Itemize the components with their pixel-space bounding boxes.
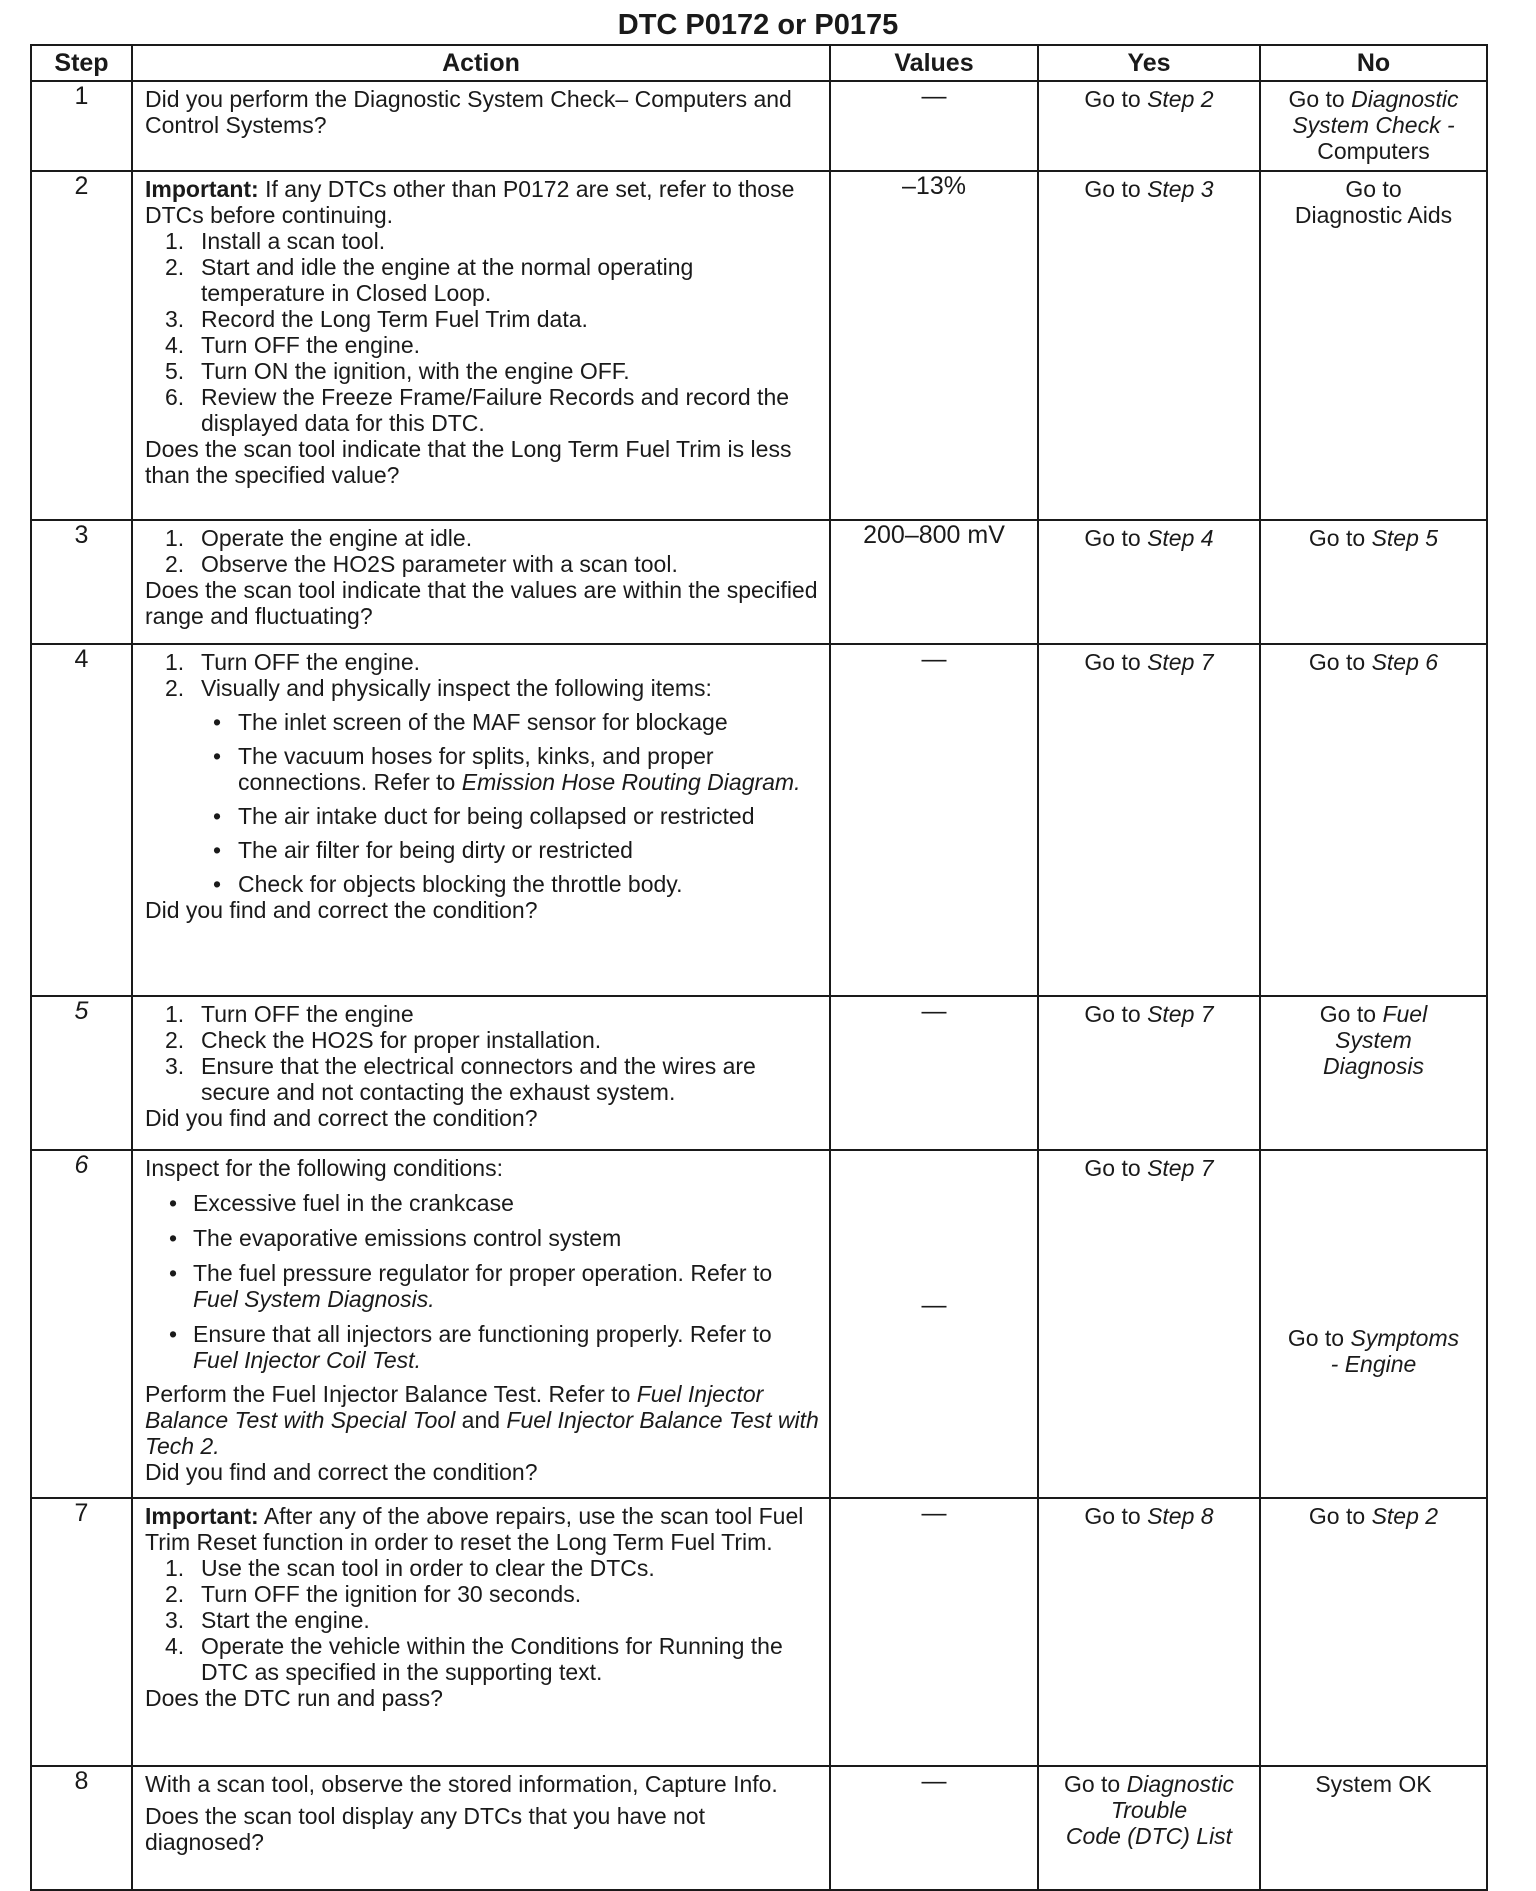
procedure-step: 1. Turn OFF the engine.	[165, 649, 421, 675]
important-label: Important:	[145, 1503, 259, 1529]
dtc-table	[30, 44, 1488, 1891]
question-text: Did you find and correct the condition?	[145, 1105, 538, 1131]
action-cell	[132, 1150, 830, 1498]
important-note: Important: After any of the above repairs, use the scan tool Fuel Trim Reset function in order to reset the Long Term Fuel Trim.	[145, 1503, 804, 1555]
go-to-text: Go to	[1288, 86, 1352, 112]
procedure-step: 2. Observe the HO2S parameter with a scan tool.	[165, 551, 678, 577]
yes-cell: Go to Step 7	[1038, 1150, 1260, 1498]
document-reference: Fuel Injector Balance Test with Tech 2.	[145, 1407, 819, 1459]
inspection-item: • The inlet screen of the MAF sensor for blockage	[145, 709, 821, 735]
procedure-step: 2. Check the HO2S for proper installation.	[165, 1027, 602, 1053]
step-reference: Step 8	[1147, 1503, 1214, 1529]
balance-test-text: Perform the Fuel Injector Balance Test. Refer to Fuel Injector Balance Test with Special Tool and Fuel Injector Balance Test with Tech 2.	[145, 1381, 819, 1459]
no-cell	[1260, 171, 1487, 520]
step-number: 3	[31, 520, 132, 644]
document-reference: Fuel	[1382, 1001, 1428, 1027]
action-cell	[132, 644, 830, 996]
procedure-step: 3. Start the engine.	[165, 1607, 370, 1633]
no-line: Diagnosis	[1323, 1053, 1424, 1079]
step-reference: Step 7	[1147, 649, 1214, 675]
no-cell	[1260, 1150, 1487, 1498]
step-number: 8	[31, 1766, 132, 1890]
step-reference: Step 6	[1371, 649, 1439, 675]
yes-cell: Go to Step 4	[1038, 520, 1260, 644]
no-cell: Go to Step 5	[1260, 520, 1487, 644]
table-row	[31, 1766, 1487, 1890]
no-cell	[1260, 81, 1487, 171]
inspection-item: • Excessive fuel in the crankcase	[145, 1190, 821, 1216]
yes-line	[1045, 1771, 1253, 1797]
procedure-step: 5. Turn ON the ignition, with the engine OFF.	[165, 358, 630, 384]
go-to-text: Go to	[1287, 1325, 1351, 1351]
table-row	[31, 81, 1487, 171]
step-number: 2	[31, 171, 132, 520]
no-line: Computers	[1317, 138, 1430, 164]
yes-cell: Go to Step 3	[1038, 171, 1260, 520]
question-text: Does the scan tool display any DTCs that you have not diagnosed?	[145, 1803, 705, 1855]
table-row	[31, 171, 1487, 520]
no-line: System Check -	[1292, 112, 1455, 138]
question-text: Did you find and correct the condition?	[145, 897, 538, 923]
value-cell: —	[830, 996, 1038, 1150]
action-cell	[132, 1498, 830, 1766]
table-row	[31, 996, 1487, 1150]
value-cell: 200–800 mV	[830, 520, 1038, 644]
procedure-list	[145, 228, 821, 436]
no-line	[1267, 1325, 1480, 1351]
procedure-list	[145, 649, 821, 701]
value-cell: —	[830, 1150, 1038, 1498]
header-step: Step	[31, 45, 132, 81]
procedure-list	[145, 1001, 821, 1105]
value-cell: —	[830, 644, 1038, 996]
document-reference: Fuel System Diagnosis.	[193, 1286, 435, 1312]
step-reference: Step 5	[1371, 525, 1439, 551]
step-reference: Step 3	[1147, 176, 1214, 202]
procedure-step: 2. Start and idle the engine at the normal operating temperature in Closed Loop.	[165, 254, 694, 306]
procedure-step: 1. Turn OFF the engine	[165, 1001, 414, 1027]
inspection-list	[145, 701, 821, 897]
important-note: Important: If any DTCs other than P0172 are set, refer to those DTCs before continuing.	[145, 176, 795, 228]
step-reference: Step 7	[1147, 1155, 1214, 1181]
document-reference: Emission Hose Routing Diagram.	[461, 769, 801, 795]
procedure-step: 6. Review the Freeze Frame/Failure Records and record the displayed data for this DTC.	[165, 384, 790, 436]
action-cell	[132, 81, 830, 171]
step-reference: Step 2	[1147, 86, 1214, 112]
table-row	[31, 1150, 1487, 1498]
no-line: System OK	[1315, 1771, 1432, 1797]
go-to-text: Go to	[1063, 1771, 1127, 1797]
no-cell: Go to Step 2	[1260, 1498, 1487, 1766]
yes-line: Code (DTC) List	[1065, 1823, 1233, 1849]
yes-cell	[1038, 1766, 1260, 1890]
question-text: Did you perform the Diagnostic System Check– Computers and Control Systems?	[145, 86, 792, 138]
step-number: 6	[31, 1150, 132, 1498]
document-reference: Symptoms	[1350, 1325, 1460, 1351]
question-text: Did you find and correct the condition?	[145, 1459, 538, 1485]
go-to-text: Go to	[1084, 86, 1141, 112]
question-text: Does the scan tool indicate that the values are within the specified range and fluctuating?	[145, 577, 818, 629]
procedure-step: 3. Record the Long Term Fuel Trim data.	[165, 306, 588, 332]
question-text: Does the DTC run and pass?	[145, 1685, 443, 1711]
important-label: Important:	[145, 176, 259, 202]
step-reference: Step 4	[1147, 525, 1214, 551]
inspection-item: • Check for objects blocking the throttle body.	[145, 871, 821, 897]
procedure-step: 4. Turn OFF the engine.	[165, 332, 421, 358]
value-cell: —	[830, 1498, 1038, 1766]
no-cell	[1260, 1766, 1487, 1890]
no-line: Go to	[1345, 176, 1402, 202]
procedure-list	[145, 525, 821, 577]
step-reference: Step 2	[1371, 1503, 1439, 1529]
step-number: 1	[31, 81, 132, 171]
procedure-list	[145, 1555, 821, 1685]
table-row	[31, 1498, 1487, 1766]
value-cell: —	[830, 1766, 1038, 1890]
no-line: - Engine	[1330, 1351, 1417, 1377]
inspection-item: • Ensure that all injectors are functioning properly. Refer to Fuel Injector Coil Test.	[145, 1321, 821, 1373]
value-cell: –13%	[830, 171, 1038, 520]
document-reference: Diagnostic	[1126, 1771, 1235, 1797]
inspection-list	[145, 1181, 821, 1373]
procedure-step: 1. Operate the engine at idle.	[165, 525, 473, 551]
yes-cell: Go to Step 7	[1038, 996, 1260, 1150]
header-row	[31, 45, 1487, 81]
action-cell	[132, 1766, 830, 1890]
page-title: DTC P0172 or P0175	[617, 9, 899, 41]
header-no: No	[1260, 45, 1487, 81]
yes-cell: Go to Step 8	[1038, 1498, 1260, 1766]
procedure-step: 3. Ensure that the electrical connectors and the wires are secure and not contacting the exhaust system.	[165, 1053, 756, 1105]
no-line: Diagnostic Aids	[1294, 202, 1453, 228]
question-text: Does the scan tool indicate that the Long Term Fuel Trim is less than the specified value?	[145, 436, 792, 488]
step-number: 4	[31, 644, 132, 996]
inspection-item: • The vacuum hoses for splits, kinks, and proper connections. Refer to Emission Hose Routing Diagram.	[145, 743, 821, 795]
inspection-item: • The air intake duct for being collapsed or restricted	[145, 803, 821, 829]
step-number: 5	[31, 996, 132, 1150]
yes-cell: Go to Step 7	[1038, 644, 1260, 996]
no-line: System	[1335, 1027, 1412, 1053]
intro-text: Inspect for the following conditions:	[145, 1155, 503, 1181]
document-reference: Diagnostic	[1351, 86, 1459, 112]
no-cell	[1260, 996, 1487, 1150]
intro-text: With a scan tool, observe the stored information, Capture Info.	[145, 1771, 778, 1797]
yes-cell	[1038, 81, 1260, 171]
header-action: Action	[132, 45, 830, 81]
no-line	[1267, 86, 1480, 112]
procedure-step: 2. Turn OFF the ignition for 30 seconds.	[165, 1581, 582, 1607]
value-cell: —	[830, 81, 1038, 171]
procedure-step: 1. Use the scan tool in order to clear the DTCs.	[165, 1555, 655, 1581]
table-row	[31, 520, 1487, 644]
header-yes: Yes	[1038, 45, 1260, 81]
inspection-item: • The evaporative emissions control system	[145, 1225, 821, 1251]
procedure-step: 1. Install a scan tool.	[165, 228, 386, 254]
document-reference: Fuel Injector Coil Test.	[193, 1347, 421, 1373]
action-cell	[132, 171, 830, 520]
step-reference: Step 7	[1147, 1001, 1214, 1027]
procedure-step: 4. Operate the vehicle within the Conditions for Running the DTC as specified in the supporting text.	[165, 1633, 783, 1685]
action-cell	[132, 996, 830, 1150]
document-reference: Fuel Injector Balance Test with Special Tool	[145, 1381, 764, 1433]
step-number: 7	[31, 1498, 132, 1766]
no-cell: Go to Step 6	[1260, 644, 1487, 996]
go-to-text: Go to	[1319, 1001, 1383, 1027]
inspection-item: • The air filter for being dirty or restricted	[145, 837, 821, 863]
table-row	[31, 644, 1487, 996]
yes-line: Trouble	[1110, 1797, 1188, 1823]
procedure-step: 2. Visually and physically inspect the following items:	[165, 675, 712, 701]
no-line	[1267, 1001, 1480, 1027]
inspection-item: • The fuel pressure regulator for proper operation. Refer to Fuel System Diagnosis.	[145, 1260, 821, 1312]
action-cell	[132, 520, 830, 644]
header-values: Values	[830, 45, 1038, 81]
